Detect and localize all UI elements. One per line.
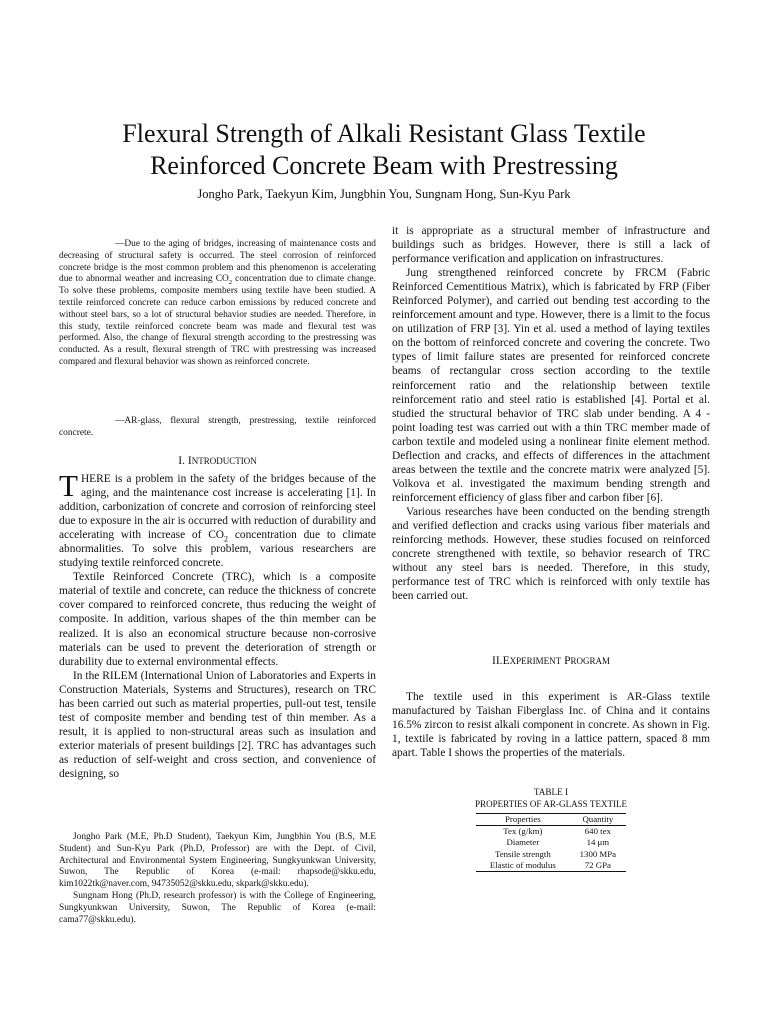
table-1 bbox=[392, 787, 710, 872]
author-footnote bbox=[59, 832, 376, 926]
table-cell: 1300 MPa bbox=[579, 848, 617, 859]
caption-rest-2: LASS bbox=[565, 798, 588, 809]
table-cell: 640 tex bbox=[584, 826, 611, 837]
experiment-paragraph-1: The textile used in this experiment is AR-Glass textile manufactured by Taishan Fiberglass Inc. of China and it contains 16.5% zircon to resist alkali component in concrete. As shown in Fig. 1, textile is fabricated by roving in a lattice pattern, spaced 8 mm apart. Table I shows the properties of the materials. bbox=[392, 691, 710, 760]
caption-rest-3: EXTILE bbox=[595, 798, 627, 809]
table-cell: Tex (g/km) bbox=[503, 826, 543, 837]
abstract-text bbox=[59, 239, 376, 369]
table-cell: Diameter bbox=[506, 837, 540, 848]
intro-paragraph-4: it is appropriate as a structural member of infrastructure and buildings such as bridges. However, there is still a lack of performance verification and application on infrastructures. bbox=[392, 225, 710, 266]
section-title-initial: I bbox=[187, 454, 192, 467]
abstract-part-1: —Due to the aging of bridges, increasing of maintenance costs and decreasing of structural safety is occurred. The steel corrosion of reinforced concrete bridge is the most common problem and this phenomenon is accelerating due to abnormal weather and increasing CO bbox=[59, 239, 376, 285]
table-cell: 72 GPa bbox=[570, 860, 626, 872]
caption-initial-t: T bbox=[589, 798, 596, 809]
intro-paragraph-1 bbox=[59, 468, 376, 570]
table-cell: Tensile strength bbox=[494, 848, 551, 859]
abstract-part-2: concentration due to climate change. To solve these problems, composite members using textile have been studied. A textile reinforced concrete can reduce carbon emissions by reduced concrete and without steel bars, so a lot of structural behavior studies are needed. Therefore, in this study, textile reinforced concrete beam was made and flexural test was performed. Also, the change of flexural strength according to the prestressing was conducted. As a result, flexural strength of TRC with prestressing was increased compared and flexural behavior was shown as reinforced concrete. bbox=[59, 274, 377, 367]
table-row bbox=[476, 860, 626, 872]
caption-ar-g: AR-G bbox=[543, 798, 566, 809]
keywords-text: —AR-glass, flexural strength, prestressing, textile reinforced concrete. bbox=[59, 416, 376, 438]
intro-paragraph-6: Various researches have been conducted on the bending strength and verified deflection and cracks using various fiber materials and reinforcing methods. However, these studies focused on reinforced concrete strengthened with textile, so behavior research of TRC without any steel bars is needed. Therefore, in this study, performance test of TRC which is reinforced with only textile has been carried out. bbox=[392, 505, 710, 603]
table-header-cell: Quantity bbox=[570, 814, 626, 826]
section-number: II. bbox=[491, 654, 503, 667]
properties-table bbox=[476, 813, 626, 872]
intro-paragraph-2: Textile Reinforced Concrete (TRC), which is a composite material of textile and concrete, can reduce the thickness of concrete cover compared to reinforced concrete, thus reducing the weight of composite. In addition, various shapes of the thin member can be realized. It is also an economical structure because non-corrosive materials can be used to prevent the deterioration of strength or durability due to external environmental effects. bbox=[59, 571, 376, 668]
table-header-row bbox=[476, 814, 626, 826]
section-title-rest-2: ROGRAM bbox=[570, 656, 611, 666]
section-title-rest: NTRODUCTION bbox=[191, 456, 257, 466]
intro-co2-subscript: 2 bbox=[224, 534, 229, 544]
section-title-rest-1: XPERIMENT bbox=[509, 656, 562, 666]
table-row bbox=[476, 826, 626, 838]
table-caption bbox=[392, 799, 710, 811]
experiment-body bbox=[392, 690, 710, 760]
footnote-paragraph-1: Jongho Park (M.E, Ph.D Student), Taekyun Kim, Jungbhin You (B.S, M.E Student) and Sun-Kyu Park (Ph.D, Professor) are with the Dept. of Civil, Architectural and Environmental System Engineering, Sungkyunkwan University, Suwon, The Republic of Korea (e-mail: rhapsode@skku.edu, kim1022tk@naver.com, 94735052@skku.edu, skpark@skku.edu). bbox=[59, 832, 376, 890]
paper-title bbox=[40, 118, 728, 182]
section-title-initial-e: E bbox=[502, 654, 510, 667]
intro-p1-part-a: HERE is a problem in the safety of the bridges because of the aging, and the maintenance cost increase is accelerating [1]. In addition, carbonization of concrete and corrosion of reinforcing steel due to exposure in the air is occurred with reduction of durability and accelerating with increase of CO bbox=[59, 473, 376, 542]
intro-p1-part-b: concentration due to climate abnormalities. To solve this problem, various researchers are studying textile reinforced concrete. bbox=[59, 529, 376, 570]
section-number: I. bbox=[178, 454, 185, 467]
footnote-paragraph-2: Sungnam Hong (Ph.D, research professor) is with the College of Engineering, Sungkyunkwan University, Suwon, The Republic of Korea (e-mail: cama77@skku.edu). bbox=[59, 890, 376, 925]
table-cell: 14 μm bbox=[586, 837, 610, 848]
section-heading-introduction bbox=[59, 454, 376, 468]
drop-cap: T bbox=[59, 468, 78, 503]
table-header-cell: Properties bbox=[476, 814, 570, 826]
section-heading-experiment-program bbox=[392, 654, 710, 668]
table-row bbox=[476, 837, 626, 848]
caption-initial-p: P bbox=[475, 798, 481, 809]
table-cell: Elastic of modulus bbox=[476, 860, 570, 872]
table-label: TABLE I bbox=[533, 787, 569, 797]
introduction-body-left bbox=[59, 468, 376, 781]
introduction-body-right bbox=[392, 224, 710, 603]
title-line-1: Flexural Strength of Alkali Resistant Glass Textile bbox=[122, 119, 646, 148]
author-list: Jongho Park, Taekyun Kim, Jungbhin You, Sungnam Hong, Sun-Kyu Park bbox=[197, 187, 571, 201]
abstract-co2-subscript: 2 bbox=[228, 279, 233, 287]
table-row bbox=[476, 849, 626, 860]
keywords-block bbox=[59, 416, 376, 440]
caption-rest-1: ROPERTIES OF bbox=[480, 798, 542, 809]
title-line-2: Reinforced Concrete Beam with Prestressing bbox=[150, 151, 618, 180]
section-title-initial-p: P bbox=[564, 654, 571, 667]
intro-paragraph-3: In the RILEM (International Union of Laboratories and Experts in Construction Materials, Systems and Structures), research on TRC has been carried out such as material properties, pull-out test, tensile test of composite member and bending test of thin member. As a result, it is applied to non-structural areas such as insulation and exterior materials of present buildings [2]. TRC has advantages such as reduction of self-weight and cross section, and convenience of designing, so bbox=[59, 669, 376, 780]
intro-paragraph-5: Jung strengthened reinforced concrete by FRCM (Fabric Reinforced Cementitious Matrix), which is fabricated by FRP (Fiber Reinforced Polymer), and carried out bending test according to the reinforcement amount and type. However, there is a limit to the focus on utilization of FRP [3]. Yin et al. used a method of laying textiles on the bottom of reinforced concrete and covering the concrete. Two types of limit failure states are presented for reinforced concrete beams of rectangular cross section according to the textile reinforcement ratio and the relationship between textile reinforcement ratio and steel ratio is established [4]. Portal et al. studied the structural behavior of TRC slab under bending. A 4 - point loading test was carried out with a thin TRC member made of carbon textile and modeled using a nonlinear finite element method. Deflection and cracks, and effects of differences in the attachment areas between the textile and the concrete matrix were analyzed [5]. Volkova et al. investigated the maximum bending strength and reinforcement efficiency of glass fiber and carbon fiber [6]. bbox=[392, 267, 710, 504]
abstract-block bbox=[59, 239, 376, 369]
